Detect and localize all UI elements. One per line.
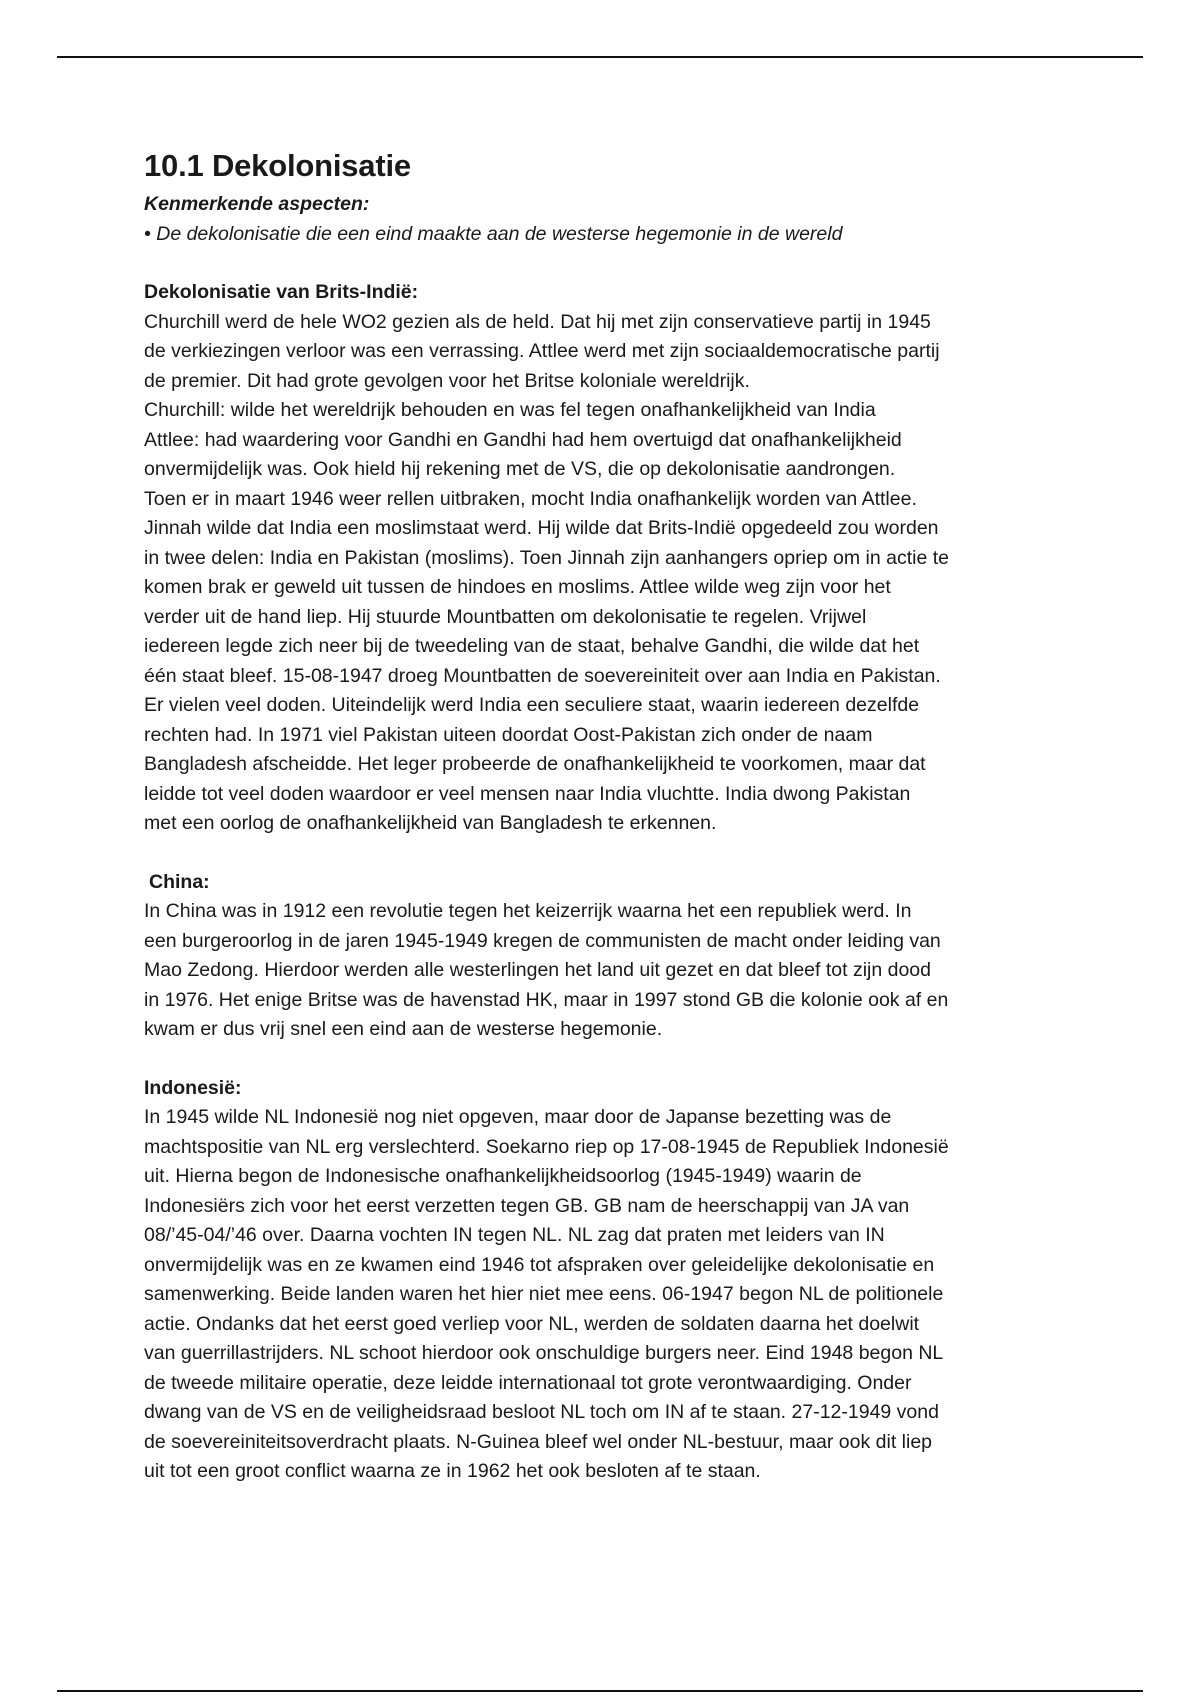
section-heading: Indonesië: [144, 1076, 242, 1099]
section-heading: China: [149, 870, 210, 893]
section-brits-indie [144, 278, 1064, 839]
section-paragraph: In China was in 1912 een revolutie tegen het keizerrijk waarna het een republiek werd. In een burgeroorlog in de jaren 1945-1949 kregen de communisten de macht onder leiding van Mao Zedong. Hierdoor werden alle westerlingen het land uit gezet en dat bleef tot zijn dood in 1976. Het enige Britse was de havenstad HK, maar in 1997 stond GB die kolonie ook af en kwam er dus vrij snel een eind aan de westerse hegemonie. [144, 900, 949, 1040]
section-paragraph: In 1945 wilde NL Indonesië nog niet opgeven, maar door de Japanse bezetting was de machtspositie van NL erg verslechterd. Soekarno riep op 17-08-1945 de Republiek Indonesië uit. Hierna begon de Indonesische onafhankelijkheidsoorlog (1945-1949) waarin de Indonesiërs zich voor het eerst verzetten tegen GB. GB nam de heerschappij van JA van 08/’45-04/’46 over. Daarna vochten IN tegen NL. NL zag dat praten met leiders van IN onvermijdelijk was en ze kwamen eind 1946 tot afspraken over geleidelijke dekolonisatie en samenwerking. Beide landen waren het hier niet mee eens. 06-1947 begon NL de politionele actie. Ondanks dat het eerst goed verliep voor NL, werden de soldaten daarna het doelwit van guerrillastrijders. NL schoot hierdoor ook onschuldige burgers neer. Eind 1948 begon NL de tweede militaire operatie, deze leidde internationaal tot grote verontwaardiging. Onder dwang van de VS en de veiligheidsraad besloot NL toch om IN af te staan. 27-12-1949 vond de soevereiniteitsoverdracht plaats. N-Guinea bleef wel onder NL-bestuur, maar ook dit liep uit tot een groot conflict waarna ze in 1962 het ook besloten af te staan. [144, 1106, 949, 1482]
page-title: 10.1 Dekolonisatie [144, 148, 411, 183]
aspects-item: • De dekolonisatie die een eind maakte aan de westerse hegemonie in de wereld [144, 222, 843, 245]
bottom-rule [57, 1690, 1143, 1692]
top-rule [57, 56, 1143, 58]
section-china [144, 868, 1064, 1045]
section-heading: Dekolonisatie van Brits-Indië: [144, 281, 419, 303]
aspects-label: Kenmerkende aspecten: [144, 193, 370, 215]
document-body [144, 146, 1064, 1487]
section-indonesie [144, 1074, 1064, 1487]
section-paragraph: Churchill werd de hele WO2 gezien als de held. Dat hij met zijn conservatieve partij in 1945 de verkiezingen verloor was een verrassing. Attlee werd met zijn sociaaldemocratische partij de premier. Dit had grote gevolgen voor het Britse koloniale wereldrijk. Churchill: wilde het wereldrijk behouden en was fel tegen onafhankelijkheid van India Attlee: had waardering voor Gandhi en Gandhi had hem overtuigd dat onafhankelijkheid onvermijdelijk was. Ook hield hij rekening met de VS, die op dekolonisatie aandrongen. Toen er in maart 1946 weer rellen uitbraken, mocht India onafhankelijk worden van Attlee. Jinnah wilde dat India een moslimstaat werd. Hij wilde dat Brits-Indië opgedeeld zou worden in twee delen: India en Pakistan (moslims). Toen Jinnah zijn aanhangers opriep om in actie te komen brak er geweld uit tussen de hindoes en moslims. Attlee wilde weg zijn voor het verder uit de hand liep. Hij stuurde Mountbatten om dekolonisatie te regelen. Vrijwel iedereen legde zich neer bij de tweedeling van de staat, behalve Gandhi, die wilde dat het één staat bleef. 15-08-1947 droeg Mountbatten de soevereiniteit over aan India en Pakistan. Er vielen veel doden. Uiteindelijk werd India een seculiere staat, waarin iedereen dezelfde rechten had. In 1971 viel Pakistan uiteen doordat Oost-Pakistan zich onder de naam Bangladesh afscheidde. Het leger probeerde de onafhankelijkheid te voorkomen, maar dat leidde tot veel doden waardoor er veel mensen naar India vluchtte. India dwong Pakistan met een oorlog de onafhankelijkheid van Bangladesh te erkennen. [144, 310, 950, 834]
